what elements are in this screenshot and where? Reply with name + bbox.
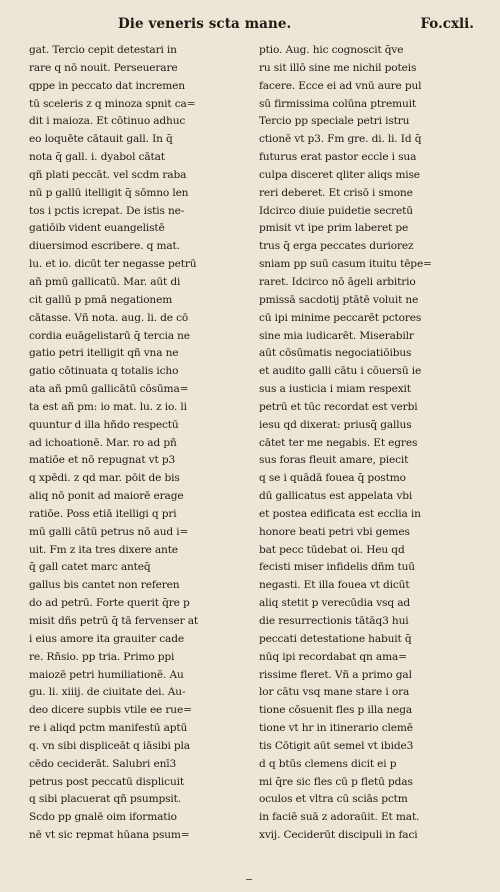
left-column-line: qppe in peccato dat incremen xyxy=(29,79,185,92)
right-column-line: Idcirco diuie puidetie secretū xyxy=(259,204,413,217)
left-column-line: q xpēdi. z qd mar. pōit de bis xyxy=(29,472,180,485)
right-column-line: honore beati petri vbi gemes xyxy=(259,525,410,538)
running-title: Die veneris scta mane. xyxy=(118,16,292,32)
left-column-line: nū p gallū itelligit q̄ sōmno len xyxy=(29,186,189,199)
left-column-line: misit dñs petrū q̄ tā fervenser at xyxy=(29,615,199,627)
left-column-line: lu. et io. dicūt ter negasse petrū xyxy=(29,258,197,271)
left-column-line: ta est añ pm: io mat. lu. z io. li xyxy=(29,400,187,413)
left-column-line: eo loquēte cātauit gall. In q̄ xyxy=(29,133,173,146)
right-column-line: sū firmissima colūna ptremuit xyxy=(259,97,416,110)
right-column-line: trus q̄ erga peccates duriorez xyxy=(259,240,414,253)
left-column-line: gatiōib vident euangelistē xyxy=(29,222,165,235)
left-column-line: quuntur d illa hñdo respectū xyxy=(29,418,179,431)
right-column-line: nūq ipi recordabat qn ama= xyxy=(259,650,407,663)
right-column-line: petrū et tūc recordat est verbi xyxy=(259,400,418,413)
left-column-line: gat. Tercio cepit detestari in xyxy=(29,44,177,56)
right-text-column xyxy=(259,42,472,845)
right-column-line: iesu qd dixerat: priusq̄ gallus xyxy=(259,418,412,431)
left-column-line: Scdo pp gnalē oim iformatio xyxy=(29,811,177,824)
left-column-line: ad ichoationē. Mar. ro ad pñ xyxy=(29,436,177,449)
left-column-line: rare q nō nouit. Perseuerare xyxy=(29,61,178,74)
left-text-column xyxy=(29,42,242,845)
left-column-line: tos i pctis icrepat. De istis ne- xyxy=(29,204,185,217)
left-column-line: gatio cōtinuata q totalis icho xyxy=(29,365,179,378)
left-column-line: petrus post peccatū displicuit xyxy=(29,775,184,788)
right-column-line: ctionē vt p3. Fm gre. di. li. Id q̄ xyxy=(259,133,422,146)
right-column-line: cātet ter me negabis. Et egres xyxy=(259,436,418,449)
left-column-line: cēdo ceciderāt. Salubri enī3 xyxy=(29,757,177,770)
right-column-line: facere. Ecce ei ad vnū aure pul xyxy=(259,79,422,92)
right-column-line: fecisti miser infidelis dñm tuū xyxy=(259,561,415,574)
left-column-line: gu. li. xiiij. de ciuitate dei. Au- xyxy=(29,686,186,699)
left-column-line: nota q̄ gall. i. dyabol cātat xyxy=(29,151,165,164)
right-column-line: raret. Idcirco nō āgeli arbitrio xyxy=(259,275,416,288)
right-column-line: sus foras fleuit amare, piecit xyxy=(259,454,409,467)
right-column-line: d q btūs clemens dicit ei p xyxy=(259,757,397,770)
left-column-line: do ad petrū. Forte querit q̄re p xyxy=(29,597,190,610)
right-column-line: pmisit vt ipe prim laberet pe xyxy=(259,222,409,235)
right-column-line: dū gallicatus est appelata vbi xyxy=(259,490,413,503)
right-column-line: Tercio pp speciale petri istru xyxy=(259,115,410,128)
right-column-line: et postea edificata est ecclia in xyxy=(259,507,421,520)
left-column-line: gatio petri itelligit qñ vna ne xyxy=(29,347,179,360)
left-column-line: nē vt sic repmat hūana psum= xyxy=(29,829,190,842)
left-column-line: tū sceleris z q minoza spnit ca= xyxy=(29,97,196,110)
left-column-line: cit gallū p pmā negationem xyxy=(29,293,173,306)
left-column-line: maiozē petri humiliationē. Au xyxy=(29,668,184,681)
right-column-line: mi q̄re sic fles cū p fletū pdas xyxy=(259,775,413,788)
right-column-line: futurus erat pastor eccle i sua xyxy=(259,151,417,164)
right-column-line: reri deberet. Et crisō i smone xyxy=(259,186,413,199)
left-column-line: uit. Fm z ita tres dixere ante xyxy=(29,543,178,556)
right-column-line: in faciē suā z adoraūit. Et mat. xyxy=(259,811,420,824)
right-column-line: aliq stetit p verecūdia vsq ad xyxy=(259,597,410,610)
left-column-line: ratiōe. Poss etiā itelligi q pri xyxy=(29,507,177,520)
left-column-line: cordia euāgelistarū q̄ tercia ne xyxy=(29,329,190,342)
left-column-line: q̄ gall catet marc anteq̄ xyxy=(29,561,151,574)
right-column-line: xvij. Ceciderūt discipuli in faci xyxy=(259,829,418,842)
right-column-line: cū ipi minime peccarēt pctores xyxy=(259,311,422,324)
right-column-line: peccati detestatione habuit q̄ xyxy=(259,632,412,645)
right-column-line: bat pecc tūdebat oi. Heu qd xyxy=(259,543,405,556)
left-column-line: aliq nō ponit ad maiorē erage xyxy=(29,490,184,503)
left-column-line: diuersimod escribere. q mat. xyxy=(29,240,180,253)
right-column-line: sniam pp suū casum ituitu tēpe= xyxy=(259,258,432,271)
left-column-line: gallus bis cantet non referen xyxy=(29,579,180,592)
left-column-line: ata añ pmū gallicātū cōsūma= xyxy=(29,383,189,396)
left-column-line: deo dicere supbis vtile ee rue= xyxy=(29,704,192,717)
right-column-line: lor cātu vsq mane stare i ora xyxy=(259,686,410,699)
right-column-line: ru sit illō sine me nichil poteis xyxy=(259,61,417,74)
left-column-line: añ pmū gallicatū. Mar. aūt di xyxy=(29,275,181,288)
right-column-line: et audito galli cātu i cōuersū ie xyxy=(259,365,422,378)
bottom-margin-mark xyxy=(246,879,252,884)
right-column-line: die resurrectionis tātāq3 hui xyxy=(259,615,409,627)
right-column-line: tione cōsuenit fles p illa nega xyxy=(259,704,413,717)
left-column-line: re. Rñsio. pp tria. Primo ppi xyxy=(29,650,175,663)
left-column-line: dit i maioza. Et cōtinuo adhuc xyxy=(29,115,186,128)
left-column-line: i eius amore ita grauiter cade xyxy=(29,632,184,645)
left-column-line: cātasse. Vñ nota. aug. li. de cō xyxy=(29,311,189,324)
right-column-line: negasti. Et illa fouea vt dicūt xyxy=(259,579,410,592)
right-column-line: sus a iusticia i miam respexit xyxy=(259,383,411,396)
left-column-line: q sibi placuerat qñ psumpsit. xyxy=(29,793,181,806)
right-column-line: tis Cōtigit aūt semel vt ibide3 xyxy=(259,739,414,752)
left-column-line: mū galli cātū petrus nō aud i= xyxy=(29,525,189,538)
right-column-line: oculos et vltra cū sciās pctm xyxy=(259,793,408,806)
right-column-line: pmissā sacdotij ptātē voluit ne xyxy=(259,293,419,306)
right-column-line: tione vt hr in itinerario clemē xyxy=(259,722,413,735)
right-column-line: ptio. Aug. hic cognoscit q̄ve xyxy=(259,44,404,56)
right-column-line: rissime fleret. Vñ a primo gal xyxy=(259,668,412,681)
right-column-line: sine mia iudicarēt. Miserabilr xyxy=(259,329,414,342)
folio-number: Fo.cxli. xyxy=(420,16,474,32)
right-column-line: q se i quādā fouea q̄ postmo xyxy=(259,472,406,485)
right-column-line: aūt cōsūmatis negociatiōibus xyxy=(259,347,412,360)
left-column-line: re i aliqd pctm manifestū aptū xyxy=(29,722,188,735)
right-column-line: culpa disceret qliter aliqs mise xyxy=(259,168,420,181)
page-header xyxy=(0,16,500,38)
left-column-line: qñ plati peccāt. vel scdm raba xyxy=(29,168,187,181)
left-column-line: matiōe et nō repugnat vt p3 xyxy=(29,454,176,467)
left-column-line: q. vn sibi displiceāt q iāsibi pla xyxy=(29,739,190,752)
